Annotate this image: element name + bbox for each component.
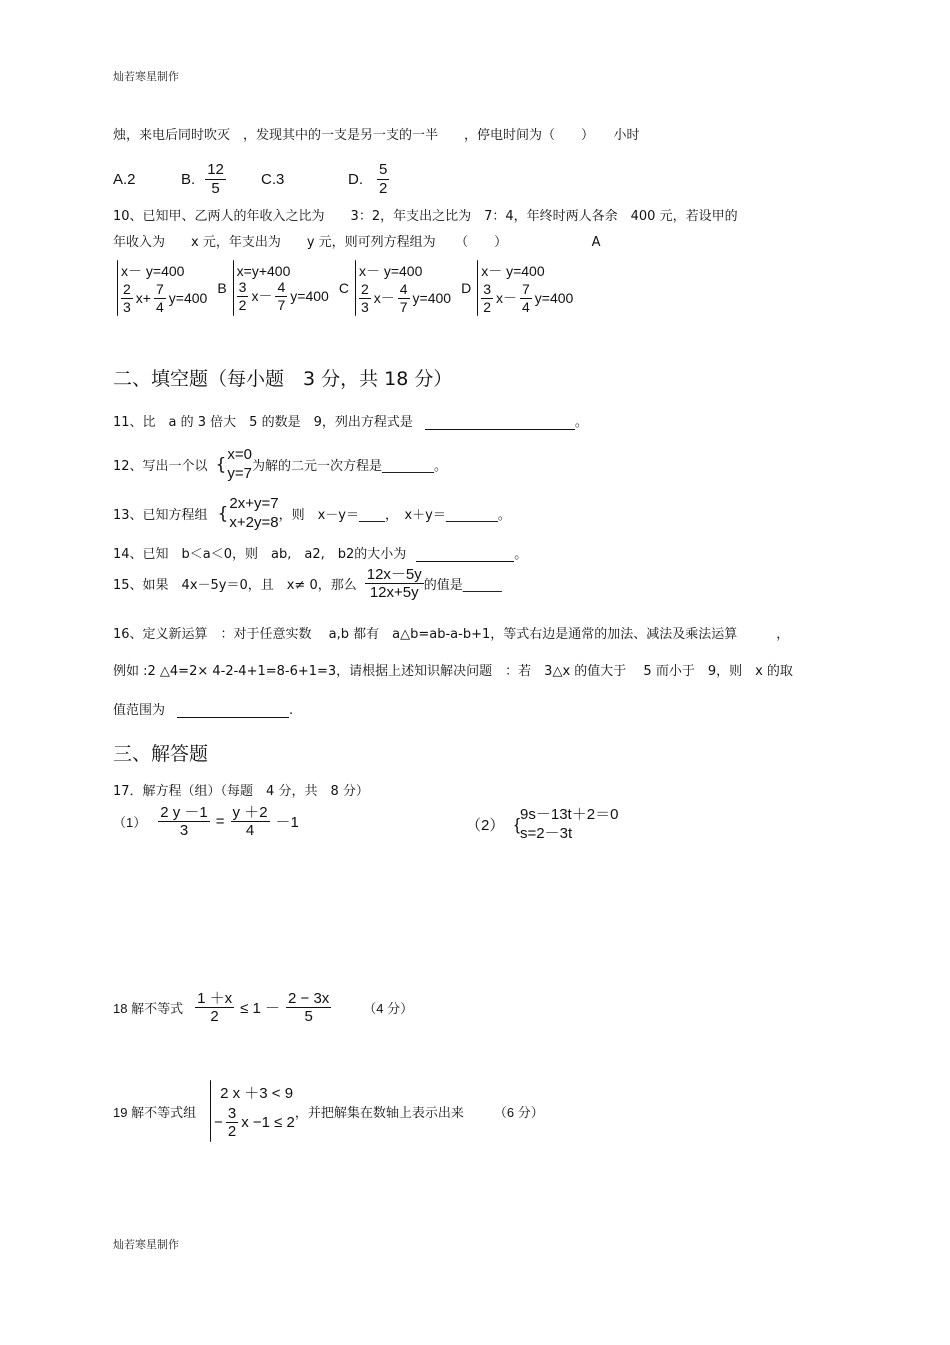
- q11: 11、比 a 的 3 倍大 5 的数是 9，列出方程式是 。: [113, 415, 588, 430]
- q10-option-b-label: B: [217, 280, 227, 296]
- q16-line1: 16、定义新运算 ：对于任意实数 a,b 都有 a△b=ab-a-b+1，等式右边是通常的加法、减法及乘法运算 ，: [113, 627, 790, 642]
- q14-answer-blank[interactable]: [416, 547, 514, 562]
- q13: 13、已知方程组 { 2x+y=7 x+2y=8 ，则 x－y＝____， x＋y＝________。: [113, 495, 511, 531]
- q9-options: [113, 156, 389, 202]
- q16-answer-blank[interactable]: [177, 703, 289, 718]
- q12: 12、写出一个以 { x=0 y=7 为解的二元一次方程是________。: [113, 446, 447, 482]
- q10-option-c: x－ y=400 $\frac{2}{3}$ x－ $\frac{4}{7}$ y=400: [355, 260, 451, 316]
- q17-part1: （1） $\frac{2 y -1}{3}$ = $\frac{y +2}{4}$ －1: [113, 804, 299, 840]
- q9-option-d: D. $\frac{5}{2}$: [348, 161, 388, 197]
- q17-part2: （2） { 9s－13t＋2＝0 s=2－3t: [466, 806, 619, 842]
- q17-title: 17．解方程（组）（每题 4 分，共 8 分）: [113, 784, 369, 799]
- q18: 18 解不等式 $\frac{1 +x}{2}$ ≤ 1 － $\frac{2 - 3x}{5}$ （4 分）: [113, 990, 414, 1026]
- q10-line1: 10、已知甲、乙两人的年收入之比为 3：2，年支出之比为 7：4，年终时两人各余 400 元，若设甲的: [113, 209, 738, 224]
- q10-line2: 年收入为 x 元，年支出为 y 元，则可列方程组为 （ ） A: [113, 235, 601, 250]
- q10-option-a: x－ y=400 $\frac{2}{3}$ x+ $\frac{7}{4}$ y=400: [117, 260, 207, 316]
- q17-brace: {: [514, 814, 521, 834]
- q9-option-b: B. $\frac{12}{5}$: [181, 161, 224, 197]
- q9-option-a: A.2: [113, 170, 136, 188]
- page-header: 灿若寒星制作: [113, 70, 179, 83]
- section2-heading: 二、填空题（每小题 3 分，共 18 分）: [113, 368, 453, 390]
- q10-option-c-label: C: [338, 280, 349, 296]
- q10-option-d: x－ y=400 $\frac{3}{2}$ x－ $\frac{7}{4}$ y=400: [477, 260, 573, 316]
- q16-line3: 值范围为 .: [113, 703, 294, 718]
- q9-option-c: C.3: [261, 170, 285, 188]
- q10-option-d-label: D: [461, 280, 472, 296]
- q12-brace: {: [215, 454, 227, 475]
- q10-options: [117, 260, 573, 316]
- q16-line2: 例如 :2 △4=2× 4-2-4+1=8-6+1=3，请根据上述知识解决问题 ：若 3△x 的值大于 5 而小于 9，则 x 的取: [113, 664, 793, 679]
- q15: 15、如果 4x－5y＝0，且 x≠ 0，那么 $\frac{12x-5y}{12x+5y}$ 的值是______: [113, 566, 502, 602]
- q9-text: 烛，来电后同时吹灭 ，发现其中的一支是另一支的一半 ，停电时间为（ ） 小时: [113, 128, 640, 143]
- q14: 14、已知 b＜a＜0，则 ab, a2, b2的大小为 。: [113, 547, 528, 562]
- q19: 19 解不等式组 2 x ＋3 < 9 − $\frac{3}{2}$ x −1 ≤ 2 ，并把解集在数轴上表示出来 （6 分）: [113, 1080, 544, 1142]
- q11-answer-blank[interactable]: [425, 415, 575, 430]
- page-footer: 灿若寒星制作: [113, 1238, 179, 1251]
- q13-brace: {: [217, 503, 229, 524]
- section3-heading: 三、解答题: [113, 743, 209, 765]
- q10-option-b: x=y+400 $\frac{3}{2}$ x－ $\frac{4}{7}$ y=400: [233, 260, 329, 316]
